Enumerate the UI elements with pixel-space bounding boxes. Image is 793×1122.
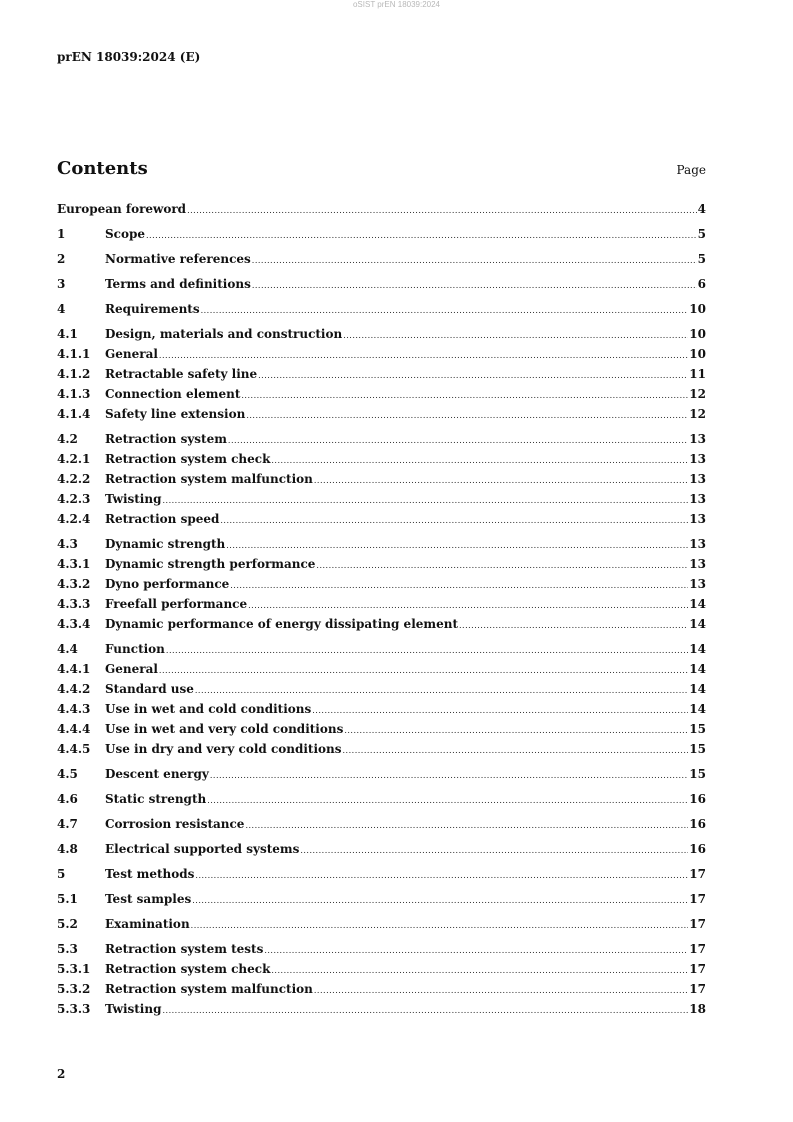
document-id: prEN 18039:2024 (E) <box>57 50 201 64</box>
toc-entry-number: 4 <box>57 302 66 316</box>
toc-entry-title: Dynamic strength <box>105 537 226 551</box>
page-number: 2 <box>57 1067 66 1081</box>
toc-entry-number: 4.3.3 <box>57 597 91 611</box>
toc-entry[interactable] <box>57 765 706 785</box>
toc-entry-page: 11 <box>689 367 706 381</box>
toc-entry-title: European foreword <box>57 202 187 216</box>
toc-entry-title: Static strength <box>105 792 207 806</box>
toc-entry[interactable] <box>57 385 706 405</box>
toc-entry[interactable] <box>57 275 706 295</box>
toc-entry[interactable] <box>57 980 706 1000</box>
toc-entry-page: 16 <box>689 792 706 806</box>
toc-entry-page: 16 <box>689 817 706 831</box>
toc-entry-page: 16 <box>689 842 706 856</box>
toc-entry-page: 13 <box>689 512 706 526</box>
toc-entry-title: Examination <box>105 917 190 931</box>
contents-title: Contents <box>57 158 148 179</box>
toc-entry-number: 4.1.1 <box>57 347 91 361</box>
toc-entry-number: 4.1.2 <box>57 367 91 381</box>
toc-entry-title: Dynamic strength performance <box>105 557 316 571</box>
table-of-contents <box>57 200 706 1020</box>
toc-dot-leader <box>264 942 688 960</box>
toc-entry-number: 4.8 <box>57 842 78 856</box>
toc-entry-title: Twisting <box>105 492 162 506</box>
toc-dot-leader <box>344 722 688 740</box>
toc-dot-leader <box>195 682 688 700</box>
toc-dot-leader <box>314 982 688 1000</box>
toc-dot-leader <box>191 917 689 935</box>
toc-entry-number: 4.3.1 <box>57 557 91 571</box>
toc-dot-leader <box>300 842 688 860</box>
toc-dot-leader <box>201 302 689 320</box>
toc-dot-leader <box>312 702 688 720</box>
toc-entry-page: 14 <box>689 682 706 696</box>
toc-entry[interactable] <box>57 510 706 530</box>
toc-entry-number: 4.2.1 <box>57 452 91 466</box>
toc-entry-number: 5.3.1 <box>57 962 91 976</box>
toc-dot-leader <box>162 492 688 510</box>
toc-entry-number: 5.3.2 <box>57 982 91 996</box>
toc-entry-page: 15 <box>689 742 706 756</box>
toc-entry-title: Normative references <box>105 252 251 266</box>
toc-dot-leader <box>343 327 688 345</box>
toc-entry[interactable] <box>57 1000 706 1020</box>
toc-dot-leader <box>252 277 697 295</box>
toc-dot-leader <box>246 407 688 425</box>
toc-entry-page: 4 <box>697 202 706 216</box>
toc-dot-leader <box>228 432 688 450</box>
toc-entry-page: 14 <box>689 597 706 611</box>
toc-entry[interactable] <box>57 490 706 510</box>
toc-entry[interactable] <box>57 405 706 425</box>
toc-dot-leader <box>271 962 688 980</box>
toc-entry-number: 5.2 <box>57 917 78 931</box>
toc-dot-leader <box>192 892 688 910</box>
toc-entry-title: Retraction system tests <box>105 942 264 956</box>
toc-entry-title: Test samples <box>105 892 192 906</box>
toc-entry-number: 4.2 <box>57 432 78 446</box>
toc-entry[interactable] <box>57 720 706 740</box>
toc-entry[interactable] <box>57 470 706 490</box>
toc-entry-title: Dynamic performance of energy dissipating element <box>105 617 458 631</box>
toc-entry-page: 13 <box>689 537 706 551</box>
toc-entry[interactable] <box>57 840 706 860</box>
toc-entry-title: Terms and definitions <box>105 277 251 291</box>
toc-entry-title: Dyno performance <box>105 577 230 591</box>
toc-dot-leader <box>166 642 688 660</box>
toc-dot-leader <box>459 617 688 635</box>
toc-entry-page: 12 <box>689 387 706 401</box>
toc-entry-title: Requirements <box>105 302 200 316</box>
toc-entry-page: 14 <box>689 642 706 656</box>
toc-dot-leader <box>226 537 688 555</box>
toc-entry-page: 5 <box>697 227 706 241</box>
toc-entry-number: 4.4.2 <box>57 682 91 696</box>
toc-entry-title: Safety line extension <box>105 407 246 421</box>
toc-entry-title: Use in wet and cold conditions <box>105 702 312 716</box>
toc-entry[interactable] <box>57 790 706 810</box>
toc-entry[interactable] <box>57 890 706 910</box>
toc-entry-number: 3 <box>57 277 66 291</box>
toc-dot-leader <box>314 472 688 490</box>
toc-entry-page: 13 <box>689 432 706 446</box>
toc-entry[interactable] <box>57 225 706 245</box>
toc-dot-leader <box>241 387 688 405</box>
toc-entry[interactable] <box>57 200 706 220</box>
toc-entry[interactable] <box>57 660 706 680</box>
toc-entry[interactable] <box>57 595 706 615</box>
toc-entry-number: 4.6 <box>57 792 78 806</box>
toc-entry[interactable] <box>57 345 706 365</box>
toc-entry-page: 14 <box>689 702 706 716</box>
toc-entry-page: 14 <box>689 662 706 676</box>
toc-entry-number: 4.3.2 <box>57 577 91 591</box>
toc-entry-title: Twisting <box>105 1002 162 1016</box>
toc-dot-leader <box>187 202 697 220</box>
toc-entry-page: 14 <box>689 617 706 631</box>
toc-entry-title: Function <box>105 642 165 656</box>
toc-entry-number: 5.3 <box>57 942 78 956</box>
toc-dot-leader <box>245 817 688 835</box>
toc-entry-title: Freefall performance <box>105 597 248 611</box>
toc-entry-number: 4.4.5 <box>57 742 91 756</box>
page-column-label: Page <box>676 163 706 177</box>
toc-dot-leader <box>207 792 688 810</box>
toc-dot-leader <box>220 512 688 530</box>
toc-entry-title: Retraction system malfunction <box>105 982 313 996</box>
toc-entry[interactable] <box>57 365 706 385</box>
toc-entry-number: 4.1 <box>57 327 78 341</box>
toc-entry-page: 17 <box>689 962 706 976</box>
toc-entry-title: Design, materials and construction <box>105 327 343 341</box>
toc-entry[interactable] <box>57 700 706 720</box>
toc-entry-title: General <box>105 662 158 676</box>
toc-dot-leader <box>210 767 688 785</box>
toc-entry-page: 5 <box>697 252 706 266</box>
toc-entry-page: 13 <box>689 557 706 571</box>
toc-entry-number: 4.1.4 <box>57 407 91 421</box>
toc-entry-number: 4.4.3 <box>57 702 91 716</box>
toc-entry-page: 13 <box>689 492 706 506</box>
toc-entry-title: Test methods <box>105 867 195 881</box>
toc-entry-page: 17 <box>689 867 706 881</box>
toc-entry[interactable] <box>57 865 706 885</box>
toc-entry[interactable] <box>57 940 706 960</box>
toc-dot-leader <box>271 452 688 470</box>
toc-entry-page: 12 <box>689 407 706 421</box>
toc-entry-page: 15 <box>689 767 706 781</box>
toc-entry-number: 4.4.1 <box>57 662 91 676</box>
toc-dot-leader <box>146 227 697 245</box>
toc-entry-page: 13 <box>689 452 706 466</box>
toc-entry-title: Use in dry and very cold conditions <box>105 742 342 756</box>
toc-dot-leader <box>162 1002 688 1020</box>
toc-entry-page: 13 <box>689 472 706 486</box>
toc-dot-leader <box>230 577 688 595</box>
toc-entry-number: 4.2.3 <box>57 492 91 506</box>
toc-entry-number: 4.3.4 <box>57 617 91 631</box>
toc-entry-page: 17 <box>689 892 706 906</box>
toc-dot-leader <box>159 347 688 365</box>
toc-entry-title: Standard use <box>105 682 194 696</box>
toc-dot-leader <box>258 367 688 385</box>
toc-entry[interactable] <box>57 815 706 835</box>
toc-dot-leader <box>159 662 688 680</box>
toc-entry-title: Retraction speed <box>105 512 220 526</box>
toc-entry-page: 10 <box>689 347 706 361</box>
toc-entry-title: Retractable safety line <box>105 367 258 381</box>
toc-entry-page: 17 <box>689 917 706 931</box>
toc-entry[interactable] <box>57 430 706 450</box>
toc-entry-number: 4.1.3 <box>57 387 91 401</box>
toc-entry-title: Descent energy <box>105 767 209 781</box>
toc-entry-number: 5.1 <box>57 892 78 906</box>
toc-entry[interactable] <box>57 740 706 760</box>
toc-entry-number: 5.3.3 <box>57 1002 91 1016</box>
toc-entry[interactable] <box>57 615 706 635</box>
toc-entry[interactable] <box>57 960 706 980</box>
watermark: oSIST prEN 18039:2024 <box>352 0 441 9</box>
toc-entry-number: 2 <box>57 252 66 266</box>
toc-entry[interactable] <box>57 575 706 595</box>
toc-entry[interactable] <box>57 535 706 555</box>
toc-entry-page: 15 <box>689 722 706 736</box>
toc-entry-title: Connection element <box>105 387 241 401</box>
toc-entry-number: 4.7 <box>57 817 78 831</box>
toc-entry[interactable] <box>57 680 706 700</box>
toc-entry-title: Use in wet and very cold conditions <box>105 722 344 736</box>
toc-entry-page: 18 <box>689 1002 706 1016</box>
toc-entry-page: 6 <box>697 277 706 291</box>
toc-entry[interactable] <box>57 300 706 320</box>
toc-entry-number: 4.2.4 <box>57 512 91 526</box>
toc-dot-leader <box>343 742 689 760</box>
toc-entry-page: 10 <box>689 302 706 316</box>
toc-entry-page: 17 <box>689 942 706 956</box>
toc-entry-title: Corrosion resistance <box>105 817 245 831</box>
toc-entry[interactable] <box>57 640 706 660</box>
toc-dot-leader <box>316 557 688 575</box>
toc-entry[interactable] <box>57 450 706 470</box>
toc-entry[interactable] <box>57 325 706 345</box>
toc-entry-number: 5 <box>57 867 66 881</box>
toc-entry-title: Retraction system check <box>105 452 271 466</box>
toc-entry-number: 4.3 <box>57 537 78 551</box>
toc-entry-title: General <box>105 347 158 361</box>
toc-entry-page: 10 <box>689 327 706 341</box>
toc-entry-page: 13 <box>689 577 706 591</box>
toc-entry-title: Scope <box>105 227 146 241</box>
toc-entry-number: 4.4.4 <box>57 722 91 736</box>
toc-entry-title: Retraction system <box>105 432 227 446</box>
toc-entry-number: 4.4 <box>57 642 78 656</box>
toc-entry-page: 17 <box>689 982 706 996</box>
toc-entry-number: 4.2.2 <box>57 472 91 486</box>
toc-dot-leader <box>195 867 688 885</box>
toc-entry[interactable] <box>57 915 706 935</box>
toc-entry[interactable] <box>57 250 706 270</box>
toc-dot-leader <box>252 252 697 270</box>
toc-entry[interactable] <box>57 555 706 575</box>
toc-entry-title: Retraction system check <box>105 962 271 976</box>
toc-entry-title: Retraction system malfunction <box>105 472 313 486</box>
toc-entry-number: 1 <box>57 227 66 241</box>
toc-entry-number: 4.5 <box>57 767 78 781</box>
toc-dot-leader <box>248 597 688 615</box>
toc-entry-title: Electrical supported systems <box>105 842 300 856</box>
